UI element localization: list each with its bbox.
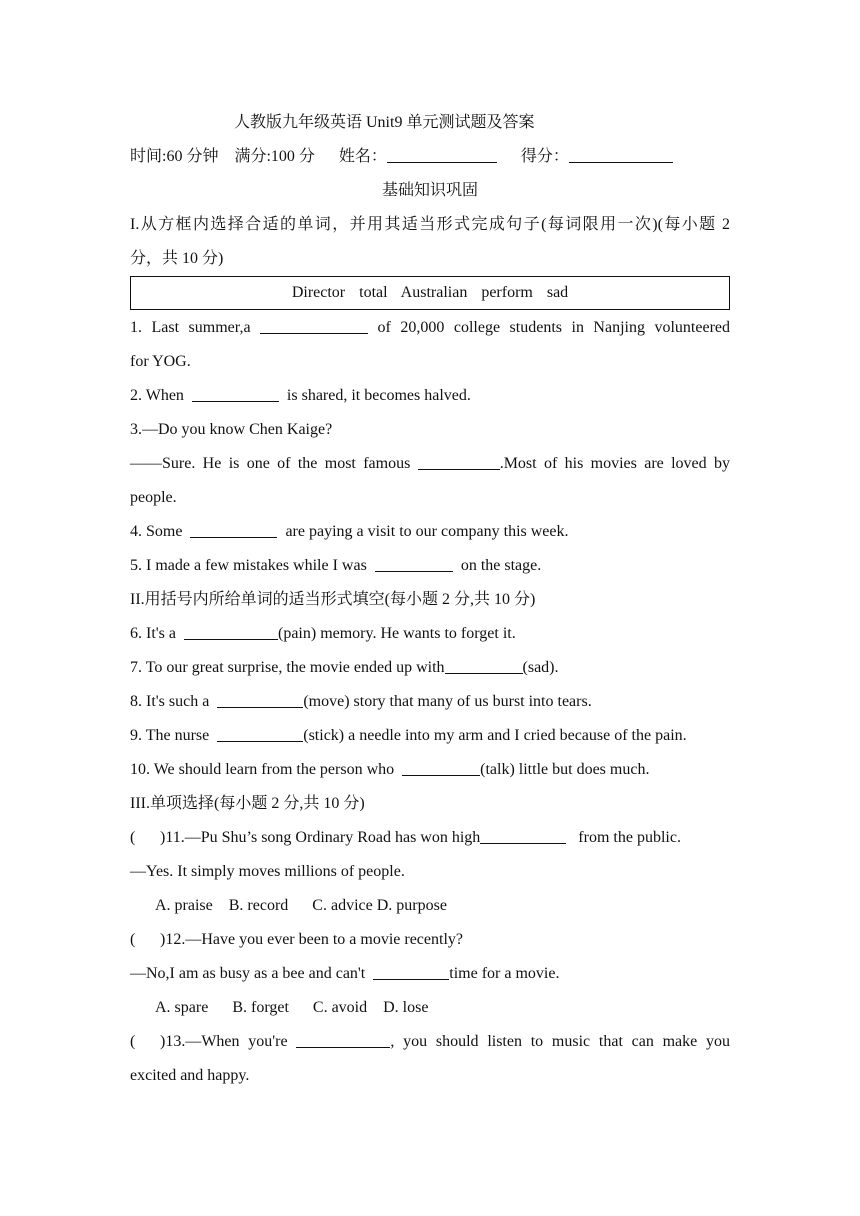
question-3-cont: people. xyxy=(130,489,177,506)
question-5-text-b: on the stage. xyxy=(460,557,542,574)
question-7-text: 7. To our great surprise, the movie ended up with xyxy=(130,659,445,676)
answer-blank-12[interactable] xyxy=(373,961,449,980)
question-9-text-b: (stick) a needle into my arm and I cried because of the pain. xyxy=(303,727,687,744)
answer-blank-7[interactable] xyxy=(445,655,523,674)
question-4 xyxy=(130,515,730,549)
question-11 xyxy=(130,821,730,855)
answer-blank-9[interactable] xyxy=(217,723,303,742)
question-6-text-b: (pain) memory. He wants to forget it. xyxy=(277,625,516,642)
exam-full-score: 满分:100 分 xyxy=(234,148,315,165)
question-1 xyxy=(130,311,730,345)
answer-blank-10[interactable] xyxy=(402,757,480,776)
question-2-text-b: is shared, it becomes halved. xyxy=(286,387,471,404)
question-1-text-b: of 20,000 college students in Nanjing volunteered xyxy=(377,319,731,336)
answer-blank-1[interactable] xyxy=(260,315,368,334)
part1-heading: I.从方框内选择合适的单词，并用其适当形式完成句子(每词限用一次)(每小题 2 xyxy=(130,216,730,233)
question-13-cont: excited and happy. xyxy=(130,1067,250,1084)
question-3-answer xyxy=(130,447,730,481)
question-12-text: )12.—Have you ever been to a movie recently? xyxy=(160,931,463,948)
answer-blank-5[interactable] xyxy=(375,553,453,572)
section-heading: 基础知识巩固 xyxy=(381,182,478,199)
score-label: 得分： xyxy=(520,148,569,165)
worksheet-page xyxy=(130,106,730,1093)
question-3-text: ——Sure. He is one of the most famous xyxy=(130,455,411,472)
question-8 xyxy=(130,685,730,719)
answer-paren-12[interactable]: ( xyxy=(130,931,136,948)
question-2-text: 2. When xyxy=(130,387,184,404)
answer-paren-13[interactable]: ( xyxy=(130,1033,136,1050)
name-label: 姓名： xyxy=(338,148,387,165)
question-11-text: )11.—Pu Shu’s song Ordinary Road has won high xyxy=(160,829,481,846)
question-10 xyxy=(130,753,730,787)
part3-heading: III.单项选择(每小题 2 分,共 10 分) xyxy=(130,795,365,812)
answer-blank-3[interactable] xyxy=(418,451,500,470)
question-7 xyxy=(130,651,730,685)
question-10-text-b: (talk) little but does much. xyxy=(480,761,650,778)
answer-blank-11[interactable] xyxy=(480,825,566,844)
question-11-options: A. praise B. record C. advice D. purpose xyxy=(155,897,447,914)
question-13-text-b: , you should listen to music that can make you xyxy=(390,1033,731,1050)
exam-time: 时间:60 分钟 xyxy=(130,148,219,165)
answer-blank-2[interactable] xyxy=(192,383,279,402)
question-9-text: 9. The nurse xyxy=(130,727,210,744)
question-12-reply xyxy=(130,957,730,991)
question-11-text-b: from the public. xyxy=(578,829,681,846)
question-1-text: 1. Last summer,a xyxy=(130,319,251,336)
question-3-text-b: .Most of his movies are loved by xyxy=(499,455,730,472)
word-box: Director total Australian perform sad xyxy=(130,276,730,310)
answer-paren-11[interactable]: ( xyxy=(130,829,136,846)
score-blank[interactable] xyxy=(569,144,673,163)
question-5 xyxy=(130,549,730,583)
answer-blank-13[interactable] xyxy=(296,1029,390,1048)
question-13 xyxy=(130,1025,730,1059)
question-5-text: 5. I made a few mistakes while I was xyxy=(130,557,367,574)
name-blank[interactable] xyxy=(387,144,497,163)
question-1-cont: for YOG. xyxy=(130,353,191,370)
part1-heading-cont: 分，共 10 分) xyxy=(130,250,224,267)
question-12 xyxy=(130,923,730,957)
answer-blank-6[interactable] xyxy=(184,621,278,640)
answer-blank-8[interactable] xyxy=(217,689,303,708)
question-6 xyxy=(130,617,730,651)
question-12-options: A. spare B. forget C. avoid D. lose xyxy=(155,999,429,1016)
exam-meta-line xyxy=(130,140,730,174)
question-9 xyxy=(130,719,730,753)
question-4-text-b: are paying a visit to our company this week. xyxy=(285,523,569,540)
part2-heading: II.用括号内所给单词的适当形式填空(每小题 2 分,共 10 分) xyxy=(130,591,536,608)
question-4-text: 4. Some xyxy=(130,523,183,540)
question-8-text-b: (move) story that many of us burst into tears. xyxy=(303,693,592,710)
question-13-text: )13.—When you're xyxy=(160,1033,288,1050)
question-2 xyxy=(130,379,730,413)
question-11-reply: —Yes. It simply moves millions of people. xyxy=(130,863,405,880)
question-6-text: 6. It's a xyxy=(130,625,176,642)
question-7-text-b: (sad). xyxy=(522,659,559,676)
question-8-text: 8. It's such a xyxy=(130,693,210,710)
question-3: 3.—Do you know Chen Kaige? xyxy=(130,421,333,438)
question-12-reply-text-b: time for a movie. xyxy=(449,965,560,982)
page-title: 人教版九年级英语 Unit9 单元测试题及答案 xyxy=(234,114,535,131)
question-10-text: 10. We should learn from the person who xyxy=(130,761,395,778)
question-12-reply-text: —No,I am as busy as a bee and can't xyxy=(130,965,366,982)
answer-blank-4[interactable] xyxy=(190,519,277,538)
